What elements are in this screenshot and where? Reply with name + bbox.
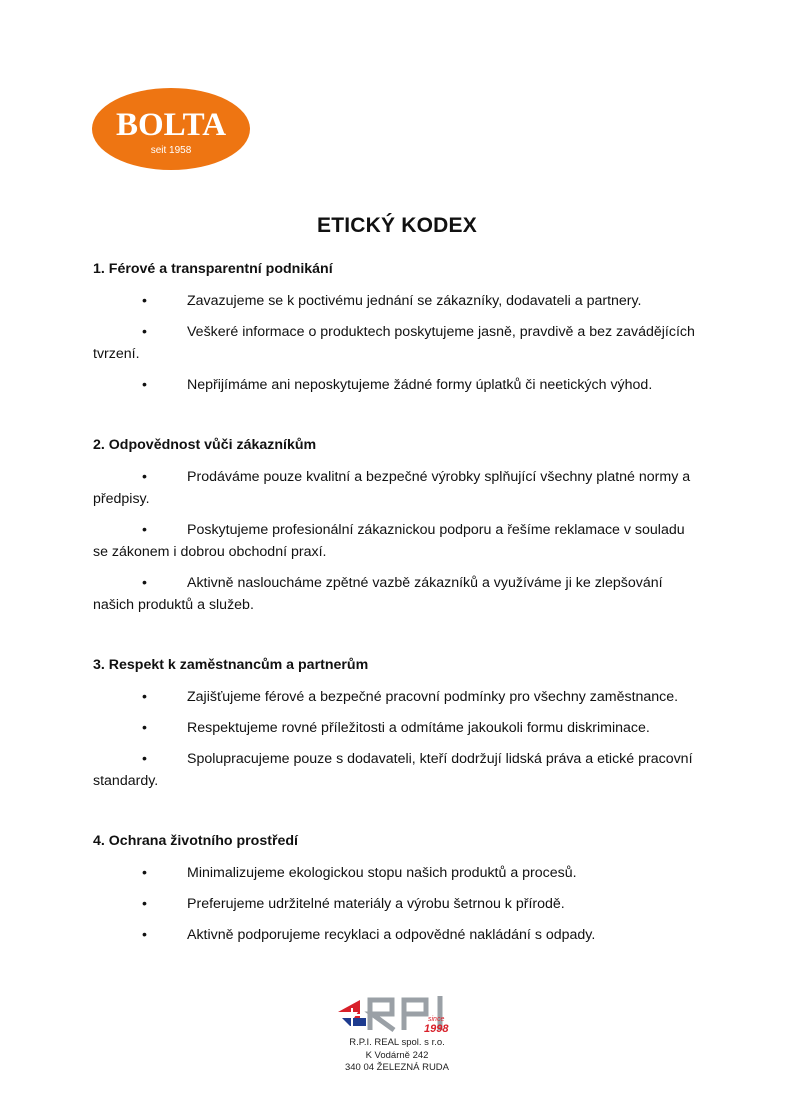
section-heading: 4. Ochrana životního prostředí (93, 833, 298, 849)
rpi-year: 1998 (424, 1023, 449, 1034)
bullet-item (93, 717, 703, 739)
bullet-text: Spolupracujeme pouze s dodavateli, kteří dodržují lidská práva a etické pracovní standardy. (93, 751, 693, 789)
footer-line: R.P.I. REAL spol. s r.o. (349, 1037, 445, 1048)
bullet-item (93, 748, 703, 792)
footer (0, 988, 794, 1075)
bullet-item (93, 290, 703, 312)
section-heading: 1. Férové a transparentní podnikání (93, 261, 333, 277)
bullet-item (93, 519, 703, 563)
bullet-icon: • (142, 469, 147, 485)
bullet-icon: • (142, 377, 147, 393)
bullet-item (93, 374, 703, 396)
logo-tagline: seit 1958 (150, 145, 192, 156)
bullet-text: Zavazujeme se k poctivému jednání se zákazníky, dodavateli a partnery. (187, 293, 642, 309)
bullet-icon: • (142, 865, 147, 881)
footer-line: 340 04 ŽELEZNÁ RUDA (344, 1062, 449, 1073)
footer-address (0, 1037, 794, 1075)
bullet-item (93, 572, 703, 616)
bullet-item (93, 893, 703, 915)
bullet-item (93, 862, 703, 884)
rpi-logo (336, 988, 458, 1034)
bullet-text: Prodáváme pouze kvalitní a bezpečné výrobky splňující všechny platné normy a předpisy. (93, 469, 691, 507)
bullet-text: Nepřijímáme ani neposkytujeme žádné formy úplatků či neetických výhod. (187, 377, 653, 393)
bullet-text: Aktivně nasloucháme zpětné vazbě zákazníků a využíváme ji ke zlepšování našich produktů a služeb. (93, 575, 663, 613)
bullet-icon: • (142, 896, 147, 912)
bullet-text: Respektujeme rovné příležitosti a odmítáme jakoukoli formu diskriminace. (187, 720, 650, 736)
bullet-item (93, 321, 703, 365)
bullet-text: Veškeré informace o produktech poskytujeme jasně, pravdivě a bez zavádějících tvrzení. (93, 324, 695, 362)
bullet-icon: • (142, 689, 147, 705)
bullet-item (93, 924, 703, 946)
bullet-item (93, 466, 703, 510)
page-title: ETICKÝ KODEX (317, 214, 477, 237)
bullet-text: Poskytujeme profesionální zákaznickou podporu a řešíme reklamace v souladu se zákonem i dobrou obchodní praxí. (93, 522, 685, 560)
section-4 (93, 830, 703, 946)
bullet-icon: • (142, 575, 147, 591)
bullet-icon: • (142, 522, 147, 538)
bullet-icon: • (142, 927, 147, 943)
bullet-text: Preferujeme udržitelné materiály a výrobu šetrnou k přírodě. (187, 896, 565, 912)
section-3 (93, 654, 703, 792)
document-body (93, 258, 703, 955)
footer-line: K Vodárně 242 (365, 1049, 429, 1061)
section-2 (93, 434, 703, 616)
bullet-item (93, 686, 703, 708)
bullet-icon: • (142, 720, 147, 736)
bullet-icon: • (142, 751, 147, 767)
bullet-text: Minimalizujeme ekologickou stopu našich produktů a procesů. (187, 865, 577, 881)
bullet-text: Aktivně podporujeme recyklaci a odpovědné nakládání s odpady. (187, 927, 596, 943)
section-heading: 2. Odpovědnost vůči zákazníkům (93, 437, 317, 453)
bullet-icon: • (142, 293, 147, 309)
section-heading: 3. Respekt k zaměstnancům a partnerům (93, 657, 369, 673)
rpi-since: since (428, 1016, 445, 1023)
section-1 (93, 258, 703, 396)
logo-name: BOLTA (115, 107, 227, 143)
bolta-logo (92, 88, 250, 170)
bullet-text: Zajišťujeme férové a bezpečné pracovní podmínky pro všechny zaměstnance. (187, 689, 679, 705)
bullet-icon: • (142, 324, 147, 340)
